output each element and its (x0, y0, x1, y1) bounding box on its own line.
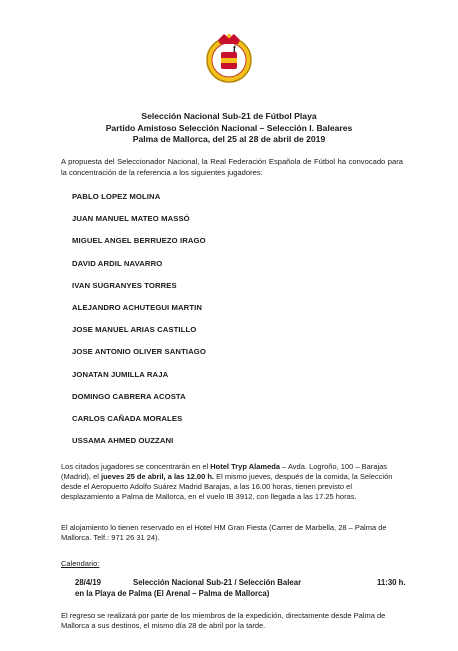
player-name: ALEJANDRO ACHUTEGUI MARTIN (72, 302, 203, 312)
player-name: IVAN SUGRANYES TORRES (72, 280, 177, 290)
player-name: CARLOS CAÑADA MORALES (72, 413, 183, 423)
intro-paragraph: A propuesta del Seleccionador Nacional, la Real Federación Española de Fútbol ha convocado para la concentración de la referencia a los siguientes jugadores: (61, 157, 403, 177)
svg-text:f: f (233, 44, 236, 54)
meeting-date: jueves 25 de abril, a las 12.00 h. (101, 472, 214, 481)
calendar-label: Calendario: (61, 559, 100, 568)
fixture-time: 11:30 h. (377, 578, 406, 587)
para-text: Los citados jugadores se concentrarán en el (61, 462, 211, 471)
fixture-title: Selección Nacional Sub-21 / Selección Balear (133, 578, 302, 587)
header-place-date: Palma de Mallorca, del 25 al 28 de abril de 2019 (132, 134, 326, 144)
player-name: PABLO LOPEZ MOLINA (72, 192, 161, 201)
player-name: JONATAN JUMILLA RAJA (72, 369, 169, 379)
rfef-crest-icon (202, 30, 256, 88)
player-name: DOMINGO CABRERA ACOSTA (72, 391, 186, 401)
concentration-paragraph (61, 462, 405, 502)
player-name: DAVID ARDIL NAVARRO (72, 258, 163, 268)
para-text: – Avda. Logroño, 100 – Barajas (Madrid), el (61, 462, 388, 481)
hotel-name: Hotel Tryp Alameda (210, 462, 281, 471)
return-paragraph: El regreso se realizará por parte de los miembros de la expedición, directamente desde Palma de Mallorca a sus destinos, el mismo día 28 de abril por la tarde. (61, 611, 386, 630)
player-name: JUAN MANUEL MATEO MASSÓ (72, 214, 190, 224)
player-name: JOSE ANTONIO OLIVER SANTIAGO (72, 347, 206, 357)
player-name: USSAMA AHMED OUZZANI (72, 436, 174, 446)
fixture-date: 28/4/19 (75, 578, 102, 587)
para-text: El mismo jueves, después de la comida, la Selección desde el Aeropuerto Adolfo Suárez Madrid Barajas, a las 16.00 horas, tienen previsto el desplazamiento a Palma de Mallorca, en el vuelo IB 3912, con llegada a las 17.25 horas. (61, 472, 393, 501)
player-list (72, 192, 392, 458)
player-name: JOSE MANUEL ARIAS CASTILLO (72, 325, 197, 335)
document-header (40, 111, 418, 146)
header-match: Partido Amistoso Selección Nacional – Selección I. Baleares (105, 122, 353, 133)
header-title: Selección Nacional Sub-21 de Fútbol Playa (141, 111, 317, 121)
player-name: MIGUEL ANGEL BERRUEZO IRAGO (72, 236, 206, 246)
accommodation-paragraph: El alojamiento lo tienen reservado en el Hotel HM Gran Fiesta (Carrer de Marbella, 28 – Palma de Mallorca. Telf.: 971 26 31 24). (61, 523, 387, 542)
fixture-venue: en la Playa de Palma (El Arenal – Palma de Mallorca) (75, 589, 270, 598)
fixture-entry (75, 577, 415, 599)
